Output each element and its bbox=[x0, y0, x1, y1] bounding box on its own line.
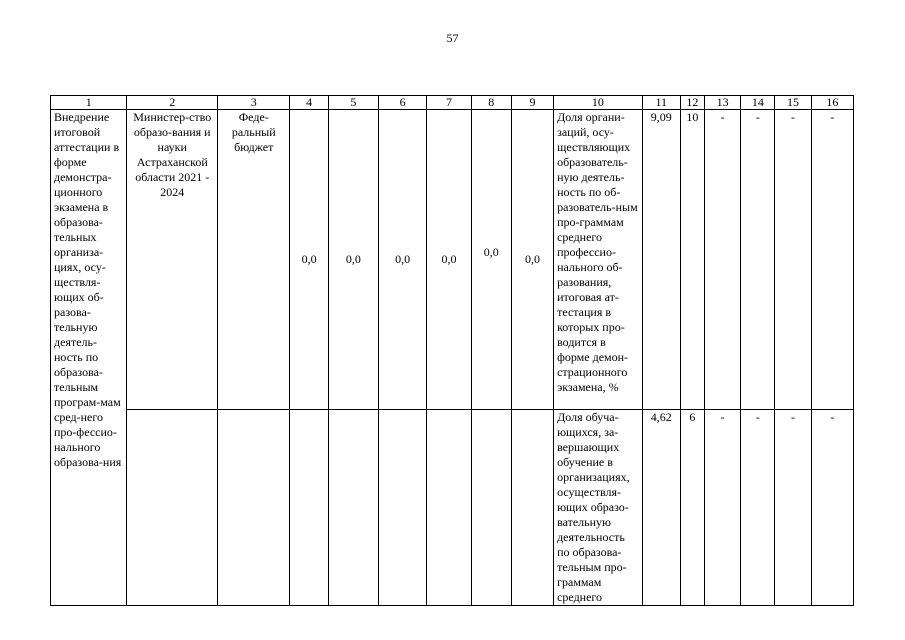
header-cell: 16 bbox=[811, 96, 853, 110]
activity-cell: Внедрение итоговой аттестации в форме демонстра-ционного экзамена в образова-тельных организа-циях, осу-ществля-ющих об-разова-тельную деятель-ность по образова-тельным програм-мам сред-него про-фессио-нального образова-ния bbox=[51, 110, 127, 606]
header-cell: 12 bbox=[680, 96, 704, 110]
executor-cell: Министер-ство образо-вания и науки Астраханской области 2021 - 2024 bbox=[127, 110, 218, 410]
funding-cell: 0,0 bbox=[379, 110, 427, 410]
indicator-value-cell: - bbox=[811, 410, 853, 606]
header-cell: 14 bbox=[741, 96, 775, 110]
page-number: 57 bbox=[446, 31, 459, 45]
empty-cell bbox=[328, 410, 378, 606]
header-cell: 15 bbox=[775, 96, 811, 110]
indicator-value-cell: 9,09 bbox=[642, 110, 680, 410]
empty-cell bbox=[379, 410, 427, 606]
header-cell: 2 bbox=[127, 96, 218, 110]
indicator-value-cell: - bbox=[741, 110, 775, 410]
empty-cell bbox=[290, 410, 328, 606]
funding-cell: 0,0 bbox=[471, 110, 511, 410]
indicator-name-cell: Доля органи-заций, осу-ществляющих образователь-ную деятель-ность по об-разователь-ным про-граммам среднего профессио-нального об-разования, итоговая ат-тестация в которых про-водится в форме демон-страционного экзамена, % bbox=[554, 110, 643, 410]
funding-cell: 0,0 bbox=[511, 110, 553, 410]
indicator-value-cell: 4,62 bbox=[642, 410, 680, 606]
funding-cell: 0,0 bbox=[328, 110, 378, 410]
header-cell: 1 bbox=[51, 96, 127, 110]
source-cell: Феде-ральный бюджет bbox=[218, 110, 290, 410]
funding-cell: 0,0 bbox=[427, 110, 471, 410]
indicator-value-cell: - bbox=[705, 110, 741, 410]
empty-cell bbox=[471, 410, 511, 606]
header-cell: 11 bbox=[642, 96, 680, 110]
header-cell: 10 bbox=[554, 96, 643, 110]
indicator-value-cell: - bbox=[811, 110, 853, 410]
indicator-value-cell: - bbox=[775, 110, 811, 410]
header-cell: 5 bbox=[328, 96, 378, 110]
table-row bbox=[51, 110, 854, 410]
table-row bbox=[51, 410, 854, 606]
header-cell: 8 bbox=[471, 96, 511, 110]
header-cell: 9 bbox=[511, 96, 553, 110]
empty-cell bbox=[127, 410, 218, 606]
indicator-name-cell: Доля обуча-ющихся, за-вершающих обучение в организациях, осуществля-ющих образо-вательную деятельность по образова-тельным про-граммам среднего bbox=[554, 410, 643, 606]
program-table bbox=[50, 95, 854, 606]
indicator-value-cell: - bbox=[705, 410, 741, 606]
empty-cell bbox=[511, 410, 553, 606]
indicator-value-cell: 10 bbox=[680, 110, 704, 410]
header-cell: 6 bbox=[379, 96, 427, 110]
indicator-value-cell: - bbox=[741, 410, 775, 606]
header-row bbox=[51, 96, 854, 110]
indicator-value-cell: 6 bbox=[680, 410, 704, 606]
header-cell: 3 bbox=[218, 96, 290, 110]
indicator-value-cell: - bbox=[775, 410, 811, 606]
funding-cell: 0,0 bbox=[290, 110, 328, 410]
empty-cell bbox=[218, 410, 290, 606]
header-cell: 4 bbox=[290, 96, 328, 110]
header-cell: 13 bbox=[705, 96, 741, 110]
empty-cell bbox=[427, 410, 471, 606]
header-cell: 7 bbox=[427, 96, 471, 110]
